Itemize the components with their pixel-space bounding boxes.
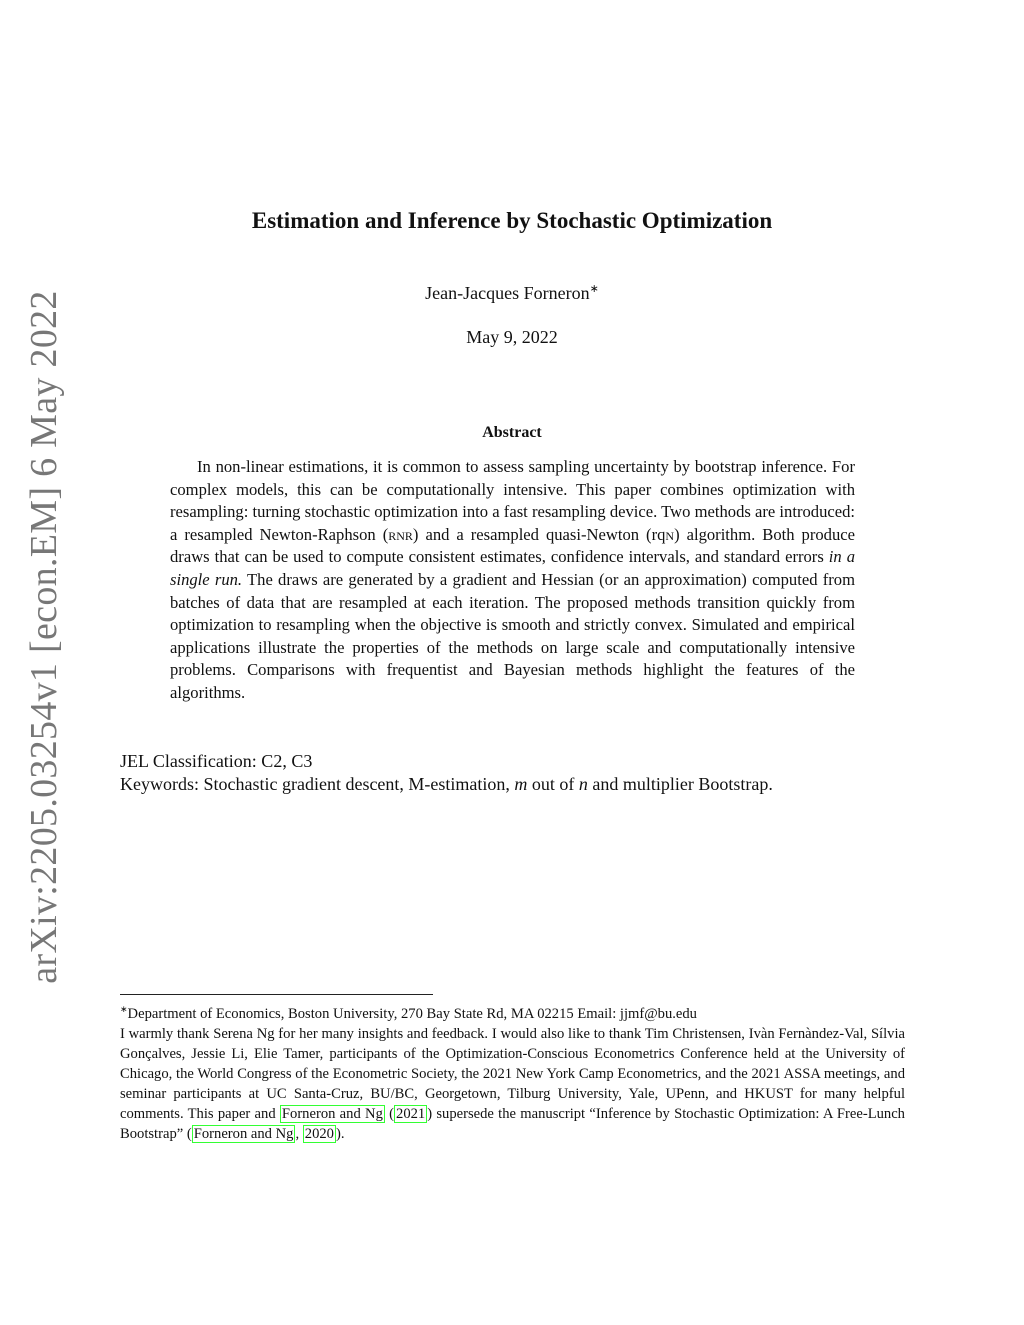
keywords-m: m — [514, 774, 528, 794]
footnote-affiliation: Department of Economics, Boston University, 270 Bay State Rd, MA 02215 Email: jjmf@bu.edu — [127, 1005, 697, 1022]
author-line — [0, 282, 1024, 304]
abstract-text-4: The draws are generated by a gradient and Hessian (or an approximation) computed from batches of data that are resampled at each iteration. The proposed methods transition quickly from optimization to resampling when the objective is smooth and strictly convex. Simulated and empirical applications illustrate the properties of the methods on large scale and computationally intensive problems. Comparisons with frequentist and Bayesian methods highlight the features of the algorithms. — [170, 569, 855, 702]
author-footnote-mark[interactable]: ∗ — [589, 283, 599, 295]
citation-link-2021-year[interactable]: 2021 — [396, 1105, 426, 1122]
footnote-thanks: I warmly thank Serena Ng for her many insights and feedback. I would also like to thank Tim Christensen, Ivàn Fernàndez-Val, Sílvia Gonçalves, Jessie Li, Elie Tamer, participants of the Optimization-Conscious Econometrics Conference held at the University of Chicago, the World Congress of the Econometric Society, the 2021 New York Camp Econometrics, and the 2021 ASSA meetings, and seminar participants at UC Santa-Cruz, BU/BC, Georgetown, Tilburg University, Yale, UPenn, and HKUST for many helpful comments. This paper and — [120, 1025, 905, 1122]
keywords-n: n — [578, 774, 588, 794]
footnote-cite2-sep: , — [295, 1125, 303, 1142]
footnote-cite1-open: ( — [384, 1105, 395, 1122]
abstract-abbr-rnr: rnr — [388, 524, 413, 544]
footnote-mid: ) supersede the manuscript “Inference by Stochastic Optimization: A Free-Lunch Bootstrap” ( — [120, 1105, 905, 1142]
jel-classification: JEL Classification: C2, C3 — [120, 751, 313, 771]
paper-date: May 9, 2022 — [466, 327, 558, 347]
abstract-abbr-rqn: n — [665, 524, 675, 544]
arxiv-identifier: arXiv:2205.03254v1 [econ.EM] 6 May 2022 — [23, 290, 65, 984]
abstract-body — [170, 456, 855, 705]
footnote-mark: ∗ — [120, 1004, 128, 1014]
footnote-end: ). — [335, 1125, 345, 1142]
keywords-line — [120, 774, 920, 795]
abstract-text-1: In non-linear estimations, it is common to assess sampling uncertainty by bootstrap inference. For complex models, this can be computationally intensive. This paper combines optimization with resampling: turning stochastic optimization into a fast resampling device. Two methods are introduced: a resampled Newton-Raphson ( — [170, 457, 855, 544]
footnote-divider — [120, 994, 433, 995]
footnote — [120, 999, 905, 1144]
keywords-suffix: and multiplier Bootstrap. — [587, 774, 773, 794]
keywords-mid: out of — [527, 774, 579, 794]
abstract-text-3: ) algorithm. Both produce draws that can be used to compute consistent estimates, confidence intervals, and standard errors — [170, 524, 855, 567]
abstract-text-2: ) and a resampled quasi-Newton (rq — [412, 524, 666, 544]
citation-link-forneron-ng-2020-authors[interactable]: Forneron and Ng — [193, 1125, 294, 1142]
abstract-emphasis: in a single run. — [170, 547, 855, 589]
author-name: Jean-Jacques Forneron — [425, 283, 590, 303]
abstract-heading: Abstract — [482, 424, 542, 441]
citation-link-2020-year[interactable]: 2020 — [304, 1125, 334, 1142]
citation-link-forneron-ng-2021-authors[interactable]: Forneron and Ng — [281, 1105, 383, 1122]
keywords-prefix: Keywords: Stochastic gradient descent, M-estimation, — [120, 774, 515, 794]
paper-title: Estimation and Inference by Stochastic Optimization — [251, 208, 773, 233]
